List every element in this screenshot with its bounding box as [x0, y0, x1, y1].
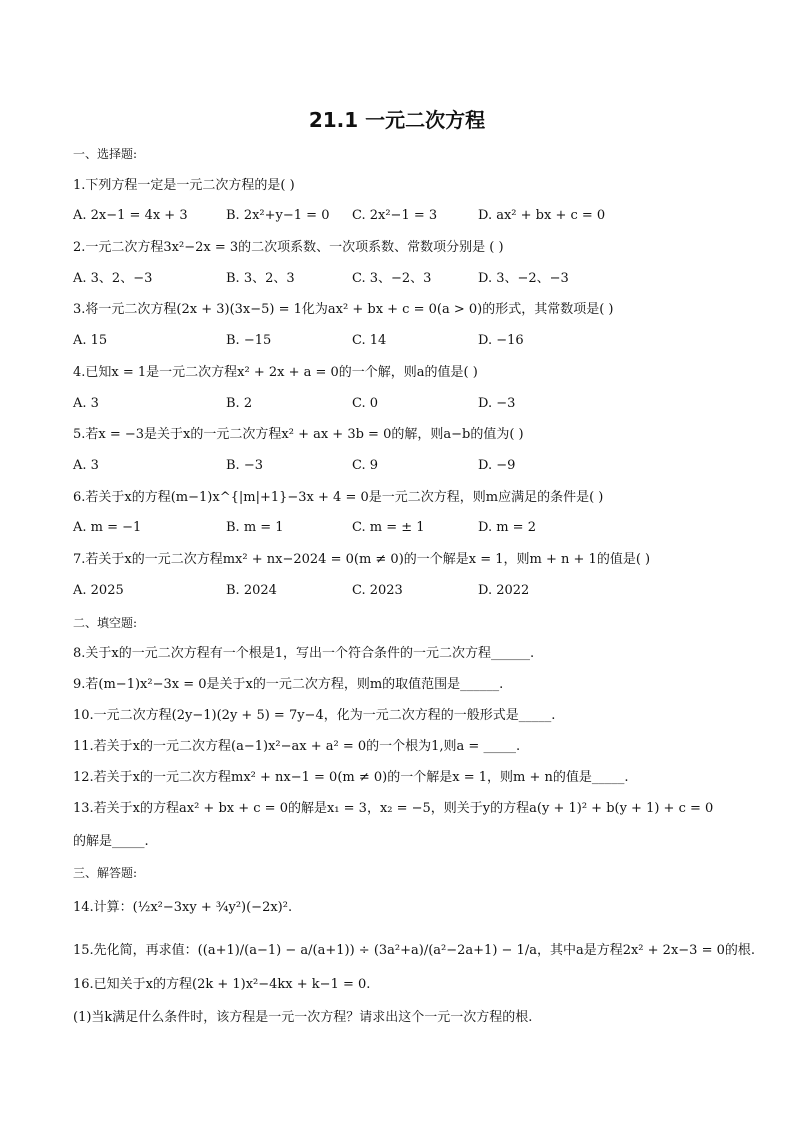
q7-option-b: B. 2024 [226, 583, 277, 598]
page-title: 21.1 一元二次方程 [308, 108, 486, 132]
q7-option-a: A. 2025 [73, 583, 124, 598]
q4-option-a: A. 3 [73, 396, 99, 411]
question-9: 9.若(m−1)x²−3x = 0是关于x的一元二次方程，则m的取值范围是______. [73, 677, 504, 692]
q3-option-b: B. −15 [226, 333, 272, 348]
q6-option-d: D. m = 2 [478, 520, 536, 535]
question-6: 6.若关于x的方程(m−1)x^{|m|+1}−3x + 4 = 0是一元二次方程，则m应满足的条件是( ) [73, 490, 604, 505]
q2-option-c: C. 3、−2、3 [352, 271, 432, 286]
q7-option-d: D. 2022 [478, 583, 530, 598]
q1-option-c: C. 2x²−1 = 3 [352, 208, 438, 223]
q4-option-b: B. 2 [226, 396, 253, 411]
question-10: 10.一元二次方程(2y−1)(2y + 5) = 7y−4，化为一元二次方程的一般形式是_____. [73, 708, 556, 723]
q3-option-a: A. 15 [73, 333, 108, 348]
question-5: 5.若x = −3是关于x的一元二次方程x² + ax + 3b = 0的解，则a−b的值为( ) [73, 427, 524, 442]
question-2: 2.一元二次方程3x²−2x = 3的二次项系数、一次项系数、常数项分别是 ( ) [73, 240, 504, 255]
section-fill-heading: 二、填空题: [73, 616, 138, 630]
question-13-line2: 的解是_____. [73, 834, 149, 849]
q5-option-b: B. −3 [226, 458, 263, 473]
q3-option-d: D. −16 [478, 333, 524, 348]
section-choice-heading: 一、选择题: [73, 147, 138, 161]
q1-option-b: B. 2x²+y−1 = 0 [226, 208, 330, 223]
q6-option-b: B. m = 1 [226, 520, 284, 535]
q4-option-d: D. −3 [478, 396, 516, 411]
question-16: 16.已知关于x的方程(2k + 1)x²−4kx + k−1 = 0. [73, 977, 371, 992]
q3-option-c: C. 14 [352, 333, 387, 348]
question-1: 1.下列方程一定是一元二次方程的是( ) [73, 178, 295, 193]
question-15: 15.先化简，再求值：((a+1)/(a−1) − a/(a+1)) ÷ (3a²+a)/(a²−2a+1) − 1/a，其中a是方程2x² + 2x−3 = 0的根. [73, 943, 756, 958]
question-3: 3.将一元二次方程(2x + 3)(3x−5) = 1化为ax² + bx + c = 0(a > 0)的形式，其常数项是( ) [73, 302, 614, 317]
question-4: 4.已知x = 1是一元二次方程x² + 2x + a = 0的一个解，则a的值是( ) [73, 365, 478, 380]
q2-option-d: D. 3、−2、−3 [478, 271, 569, 286]
question-8: 8.关于x的一元二次方程有一个根是1，写出一个符合条件的一元二次方程______. [73, 646, 535, 661]
question-16-part-1: (1)当k满足什么条件时，该方程是一元一次方程？请求出这个一元一次方程的根. [73, 1010, 533, 1025]
q5-option-d: D. −9 [478, 458, 516, 473]
q7-option-c: C. 2023 [352, 583, 403, 598]
q1-option-d: D. ax² + bx + c = 0 [478, 208, 606, 223]
question-13-line1: 13.若关于x的方程ax² + bx + c = 0的解是x₁ = 3，x₂ = −5，则关于y的方程a(y + 1)² + b(y + 1) + c = 0 [73, 801, 714, 816]
question-12: 12.若关于x的一元二次方程mx² + nx−1 = 0(m ≠ 0)的一个解是x = 1，则m + n的值是_____. [73, 770, 629, 785]
question-14: 14.计算：(½x²−3xy + ¾y²)(−2x)². [73, 900, 293, 915]
section-solve-heading: 三、解答题: [73, 866, 138, 880]
question-7: 7.若关于x的一元二次方程mx² + nx−2024 = 0(m ≠ 0)的一个解是x = 1，则m + n + 1的值是( ) [73, 552, 651, 567]
q5-option-a: A. 3 [73, 458, 99, 473]
q2-option-b: B. 3、2、3 [226, 271, 295, 286]
q6-option-c: C. m = ± 1 [352, 520, 425, 535]
q1-option-a: A. 2x−1 = 4x + 3 [73, 208, 188, 223]
q5-option-c: C. 9 [352, 458, 379, 473]
q6-option-a: A. m = −1 [73, 520, 142, 535]
q2-option-a: A. 3、2、−3 [73, 271, 153, 286]
question-11: 11.若关于x的一元二次方程(a−1)x²−ax + a² = 0的一个根为1,则a = _____. [73, 739, 521, 754]
q4-option-c: C. 0 [352, 396, 379, 411]
